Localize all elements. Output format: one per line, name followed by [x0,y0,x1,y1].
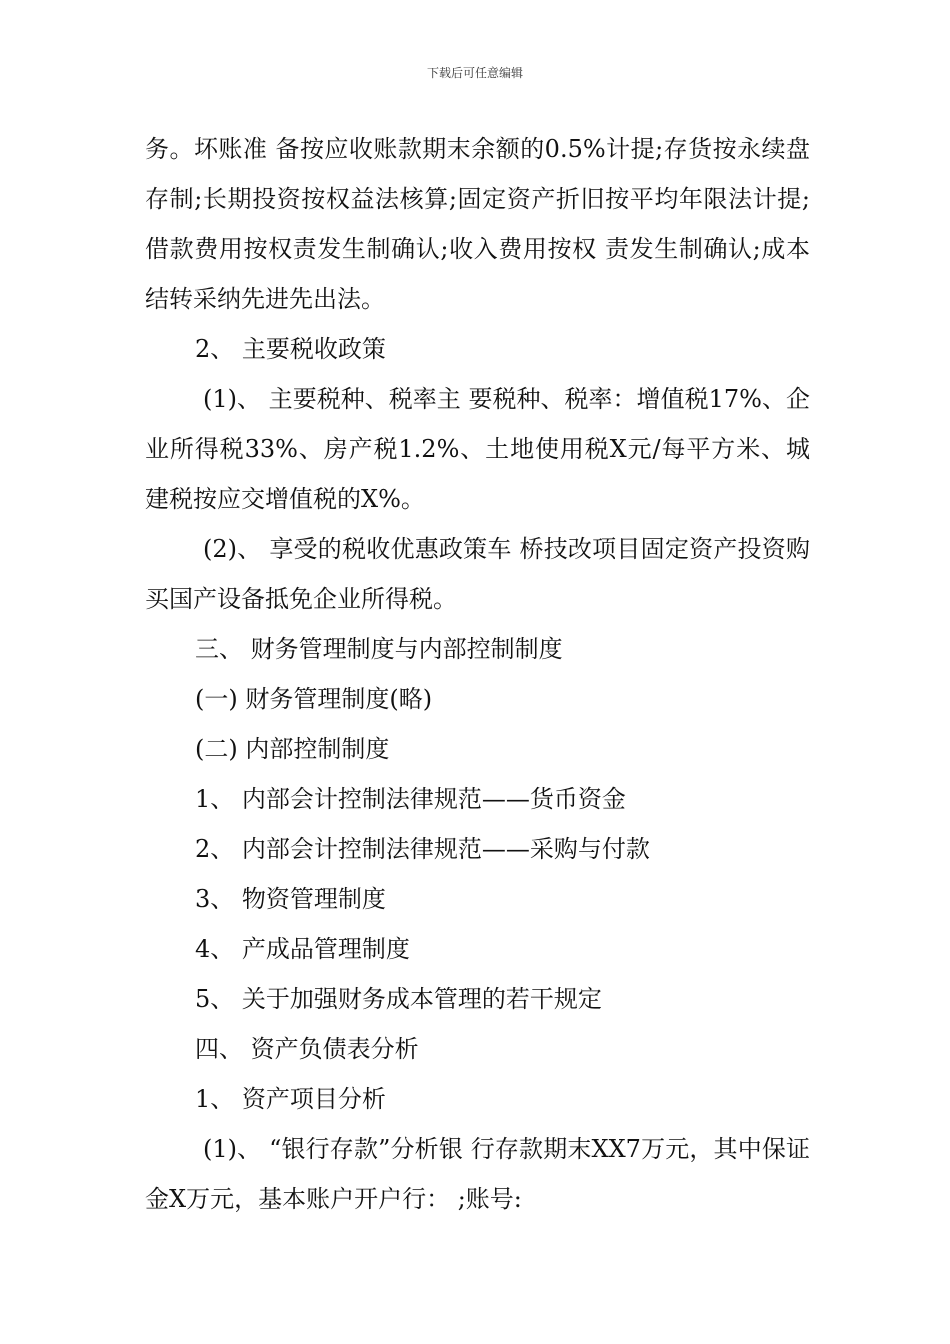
list-item: 4、 产成品管理制度 [195,935,410,963]
page-header: 下载后可任意编辑 [426,66,523,80]
paragraph-accounting-policies: 务。坏账准 备按应收账款期末余额的0.5%计提;存货按永续盘存制;长期投资按权益法核算;固定资产折旧按平均年限法计提;借款费用按权责发生制确认;收入费用按权 责发生制确认;成本结转采纳先进先出法。 [145,135,810,313]
list-item: 5、 关于加强财务成本管理的若干规定 [195,985,602,1013]
list-item: 1、 内部会计控制法律规范——货币资金 [195,785,626,813]
document-body [145,124,810,1224]
paragraph-tax-rates: (1)、 主要税种、税率主 要税种、税率：增值税17%、企业所得税33%、房产税1.2%、土地使用税X元/每平方米、城建税按应交增值税的X%。 [145,385,810,513]
heading-internal-control: (二) 内部控制制度 [195,735,390,763]
heading-asset-analysis: 1、 资产项目分析 [195,1085,386,1113]
heading-section-four: 四、 资产负债表分析 [195,1035,419,1063]
paragraph-tax-preferences: (2)、 享受的税收优惠政策车 桥技改项目固定资产投资购买国产设备抵免企业所得税。 [145,535,810,613]
paragraph-bank-deposit: (1)、 “银行存款”分析银 行存款期末XX7万元，其中保证金X万元，基本账户开户行： ;账号: [145,1135,810,1213]
list-item: 2、 内部会计控制法律规范——采购与付款 [195,835,650,863]
heading-tax-policy: 2、 主要税收政策 [195,335,386,363]
heading-financial-management: (一) 财务管理制度(略) [195,685,433,713]
heading-section-three: 三、 财务管理制度与内部控制制度 [195,635,563,663]
list-item: 3、 物资管理制度 [195,885,386,913]
